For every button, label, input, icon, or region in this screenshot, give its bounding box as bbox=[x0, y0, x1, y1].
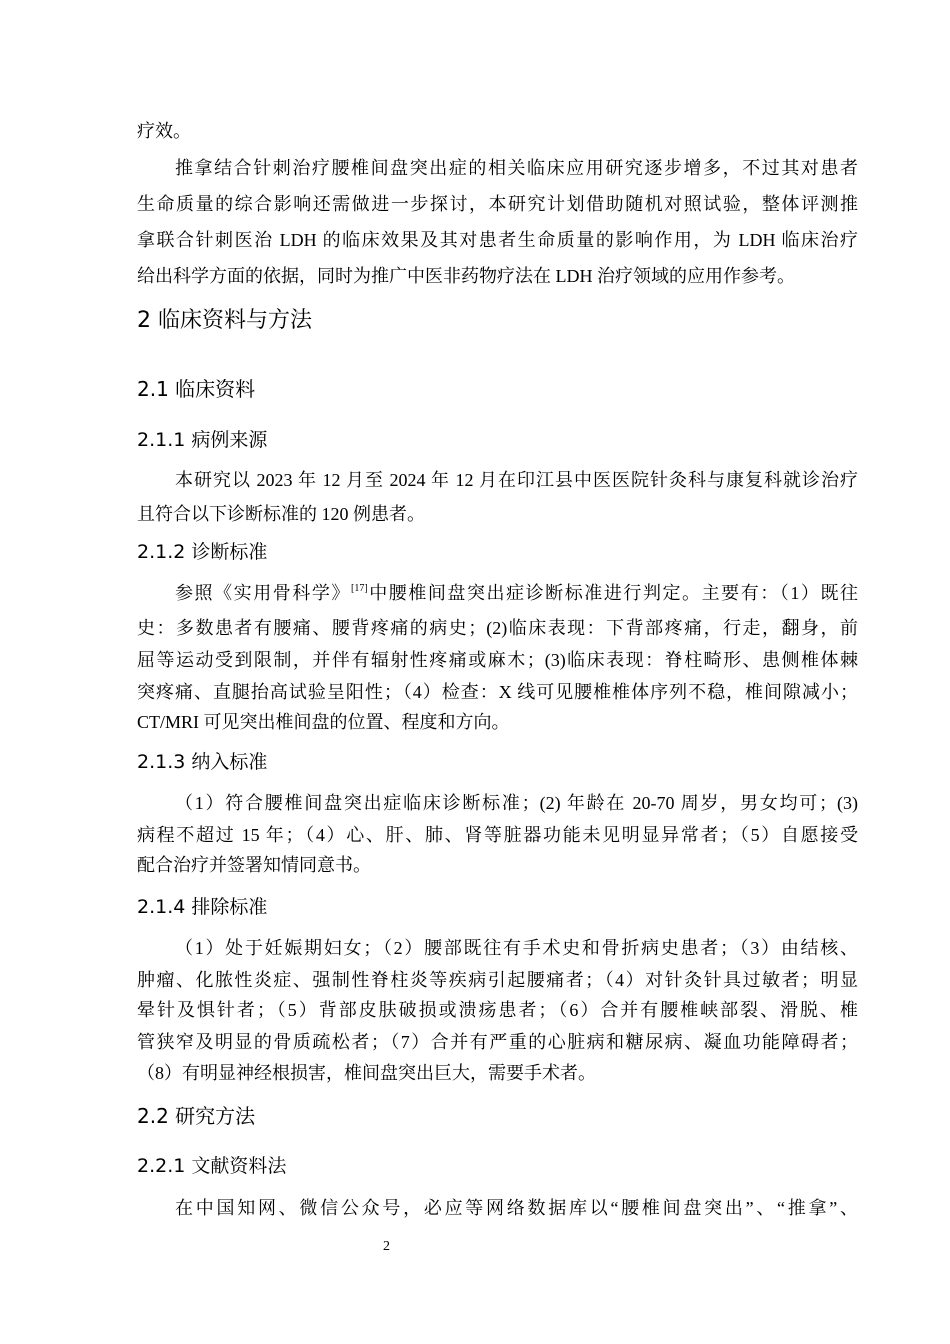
citation-superscript: [17] bbox=[350, 583, 368, 594]
paragraph-line: 晕针及惧针者；（5）背部皮肤破损或溃疡患者；（6）合并有腰椎峡部裂、滑脱、椎 bbox=[137, 1000, 858, 1020]
line-text: 中腰椎间盘突出症诊断标准进行判定。主要有：（1）既往 bbox=[367, 583, 859, 603]
paragraph-line: CT/MRI 可见突出椎间盘的位置、程度和方向。 bbox=[137, 712, 510, 732]
page-number: 2 bbox=[383, 1239, 390, 1254]
line-text: 参照《实用骨科学》 bbox=[175, 583, 351, 603]
paragraph-line: 史：多数患者有腰痛、腰背疼痛的病史；(2)临床表现：下背部疼痛，行走，翻身，前 bbox=[137, 618, 858, 638]
paragraph-line: 配合治疗并签署知情同意书。 bbox=[137, 855, 371, 875]
paragraph-line: 拿联合针刺医治 LDH 的临床效果及其对患者生命质量的影响作用，为 LDH 临床治疗 bbox=[137, 230, 858, 250]
subsubsection-heading: 2.1.2 诊断标准 bbox=[137, 541, 268, 563]
paragraph-line: 管狭窄及明显的骨质疏松者；（7）合并有严重的心脏病和糖尿病、凝血功能障碍者； bbox=[137, 1032, 858, 1052]
section-heading: 2 临床资料与方法 bbox=[137, 308, 312, 333]
subsection-heading: 2.2 研究方法 bbox=[137, 1104, 256, 1128]
paragraph-line: （1）符合腰椎间盘突出症临床诊断标准；(2) 年龄在 20-70 周岁，男女均可；(3) bbox=[175, 793, 858, 813]
paragraph-line: 病程不超过 15 年；（4）心、肝、肺、肾等脏器功能未见明显异常者；（5）自愿接受 bbox=[137, 825, 858, 845]
subsubsection-heading: 2.2.1 文献资料法 bbox=[137, 1155, 287, 1177]
subsubsection-heading: 2.1.3 纳入标准 bbox=[137, 751, 268, 773]
paragraph-line: 疗效。 bbox=[137, 121, 191, 141]
paragraph-line: 肿瘤、化脓性炎症、强制性脊柱炎等疾病引起腰痛者；（4）对针灸针具过敏者；明显 bbox=[137, 970, 858, 990]
paragraph-line: 本研究以 2023 年 12 月至 2024 年 12 月在印江县中医医院针灸科与康复科就诊治疗 bbox=[175, 470, 858, 490]
paragraph-line bbox=[175, 575, 858, 611]
subsection-heading: 2.1 临床资料 bbox=[137, 377, 256, 401]
paragraph-line: 且符合以下诊断标准的 120 例患者。 bbox=[137, 504, 425, 524]
paragraph-line: 给出科学方面的依据，同时为推广中医非药物疗法在 LDH 治疗领域的应用作参考。 bbox=[137, 266, 795, 286]
paragraph-line: 突疼痛、直腿抬高试验呈阳性；（4）检查：X 线可见腰椎椎体序列不稳，椎间隙减小； bbox=[137, 682, 858, 702]
paragraph-line: （1）处于妊娠期妇女；（2）腰部既往有手术史和骨折病史患者；（3）由结核、 bbox=[175, 938, 858, 958]
subsubsection-heading: 2.1.4 排除标准 bbox=[137, 896, 268, 918]
paragraph-line: 推拿结合针刺治疗腰椎间盘突出症的相关临床应用研究逐步增多，不过其对患者 bbox=[175, 158, 858, 178]
paragraph-line: （8）有明显神经根损害，椎间盘突出巨大，需要手术者。 bbox=[137, 1063, 596, 1083]
paragraph-line: 屈等运动受到限制，并伴有辐射性疼痛或麻木；(3)临床表现：脊柱畸形、患侧椎体棘 bbox=[137, 650, 858, 670]
paragraph-line: 在中国知网、微信公众号，必应等网络数据库以“腰椎间盘突出”、“推拿”、 bbox=[175, 1198, 858, 1218]
paragraph-line: 生命质量的综合影响还需做进一步探讨，本研究计划借助随机对照试验，整体评测推 bbox=[137, 194, 858, 214]
subsubsection-heading: 2.1.1 病例来源 bbox=[137, 429, 268, 451]
